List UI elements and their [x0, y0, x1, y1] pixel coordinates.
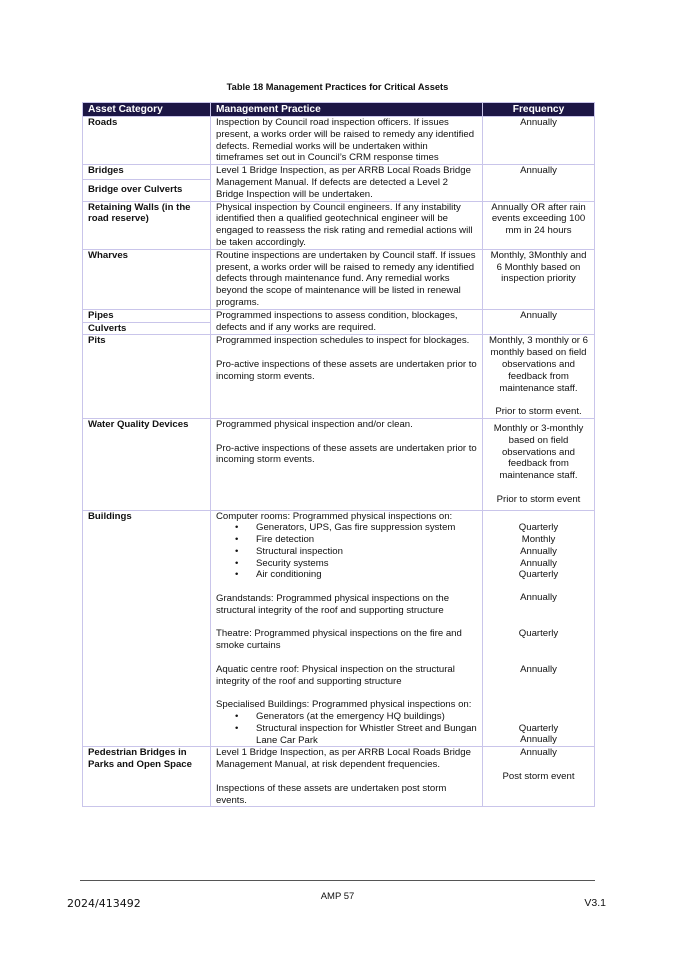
row-category: Buildings [83, 510, 211, 747]
row-practice [211, 418, 483, 510]
frequency-paragraph: Post storm event [502, 771, 575, 783]
row-category: Water Quality Devices [83, 418, 211, 510]
footer-version: V3.1 [584, 897, 606, 909]
row-category: Pits [83, 335, 211, 419]
table-row [83, 117, 595, 165]
frequency-paragraph: Monthly or 3-monthly based on field observations and feedback from maintenance staff. [493, 422, 584, 482]
list-item: • Security systems [256, 558, 477, 570]
list-item: • Fire detection [256, 534, 477, 546]
aquatic-text: Aquatic centre roof: Physical inspection on the structural integrity of the roof and supporting structure [216, 663, 455, 687]
frequency-item: Annually [520, 734, 557, 746]
row-frequency: Monthly, 3Monthly and 6 Monthly based on inspection priority [483, 249, 595, 309]
row-practice: Routine inspections are undertaken by Council staff. If issues present, a works order will be raised to remedy any identified defects through maintenance fund. Any remedial works beyond the scope of maintenance will be listed in renewal programs. [211, 249, 483, 309]
header-management-practice: Management Practice [211, 103, 483, 117]
table-row [83, 309, 595, 322]
row-frequency [483, 747, 595, 807]
row-practice: Physical inspection by Council engineers. If any instability identified then a qualified geotechnical engineer will be engaged to reassess the risk rating and remedial actions will be taken accordingly. [211, 201, 483, 249]
row-practice [211, 747, 483, 807]
row-frequency: Annually OR after rain events exceeding 100 mm in 24 hours [483, 201, 595, 249]
frequency-item: Annually [520, 663, 557, 675]
row-practice: Level 1 Bridge Inspection, as per ARRB Local Roads Bridge Management Manual. If defects are detected a Level 2 Bridge Inspection will be undertaken. [211, 165, 483, 201]
frequency-item: Annually [520, 545, 557, 557]
row-category: Roads [83, 117, 211, 165]
frequency-paragraph: Prior to storm event. [495, 406, 582, 418]
computer-rooms-list [216, 522, 477, 581]
row-frequency [483, 510, 595, 747]
row-frequency: Annually [483, 117, 595, 165]
frequency-item: Quarterly [518, 628, 559, 640]
list-item: • Structural inspection [256, 546, 477, 558]
table-row [83, 510, 595, 747]
list-item: • Generators, UPS, Gas fire suppression system [256, 522, 477, 534]
row-category: Culverts [83, 322, 211, 335]
row-practice: Inspection by Council road inspection officers. If issues present, a works order will be raised to remedy any identified defects. Remedial works will be undertaken within timeframes set out in Council’s CRM response times [211, 117, 483, 165]
list-item: • Generators (at the emergency HQ buildings) [256, 711, 477, 723]
table-row [83, 747, 595, 807]
frequency-paragraph: Monthly, 3 monthly or 6 monthly based on field observations and feedback from maintenance staff. [488, 335, 588, 394]
footer-doc-id: 2024/413492 [67, 897, 141, 910]
row-category: Wharves [83, 249, 211, 309]
practice-paragraph: Pro-active inspections of these assets are undertaken prior to incoming storm events. [216, 442, 477, 466]
row-practice: Programmed inspections to assess condition, blockages, defects and if any works are required. [211, 309, 483, 335]
specialised-list [216, 711, 477, 746]
frequency-paragraph: Annually [520, 747, 557, 759]
theatre-text: Theatre: Programmed physical inspections on the fire and smoke curtains [216, 628, 462, 652]
practice-paragraph: Programmed inspection schedules to inspect for blockages. [216, 335, 470, 347]
practice-paragraph: Inspections of these assets are undertaken post storm events. [216, 782, 447, 806]
row-category: Pedestrian Bridges in Parks and Open Space [83, 747, 211, 807]
header-frequency: Frequency [483, 103, 595, 117]
table-row [83, 165, 595, 179]
table-row [83, 418, 595, 510]
practice-paragraph: Pro-active inspections of these assets are undertaken prior to incoming storm events. [216, 358, 477, 382]
row-category: Bridges [83, 165, 211, 179]
row-frequency: Annually [483, 165, 595, 201]
practice-paragraph: Level 1 Bridge Inspection, as per ARRB Local Roads Bridge Management Manual, at risk dependent frequencies. [216, 747, 471, 771]
row-category: Bridge over Culverts [83, 179, 211, 201]
row-frequency [483, 335, 595, 419]
header-asset-category: Asset Category [83, 103, 211, 117]
table-row [83, 249, 595, 309]
management-practices-table [82, 102, 595, 807]
frequency-item: Quarterly [518, 569, 559, 581]
footer-page-number: AMP 57 [320, 891, 355, 902]
frequency-item: Annually [520, 557, 557, 569]
row-frequency [483, 418, 595, 510]
list-item: • Air conditioning [256, 569, 477, 581]
row-frequency: Annually [483, 309, 595, 335]
frequency-item: Annually [520, 592, 557, 604]
grandstands-text: Grandstands: Programmed physical inspections on the structural integrity of the roof and supporting structure [216, 593, 450, 616]
frequency-paragraph: Prior to storm event [496, 493, 581, 505]
table-row [83, 201, 595, 249]
row-practice [211, 510, 483, 747]
practice-paragraph: Programmed physical inspection and/or clean. [216, 418, 413, 430]
row-practice [211, 335, 483, 419]
table-row [83, 335, 595, 419]
footer-divider [80, 880, 595, 881]
frequency-item: Monthly [521, 534, 556, 546]
frequency-item: Quarterly [518, 722, 559, 734]
table-caption: Table 18 Management Practices for Critical Assets [226, 82, 449, 92]
table-header-row [83, 103, 595, 117]
list-item: • Structural inspection for Whistler Street and Bungan Lane Car Park [256, 723, 477, 747]
row-category: Retaining Walls (in the road reserve) [83, 201, 211, 249]
frequency-item: Quarterly [518, 522, 559, 534]
row-category: Pipes [83, 309, 211, 322]
specialised-intro: Specialised Buildings: Programmed physical inspections on: [216, 699, 472, 711]
computer-rooms-intro: Computer rooms: Programmed physical inspections on: [216, 510, 453, 522]
